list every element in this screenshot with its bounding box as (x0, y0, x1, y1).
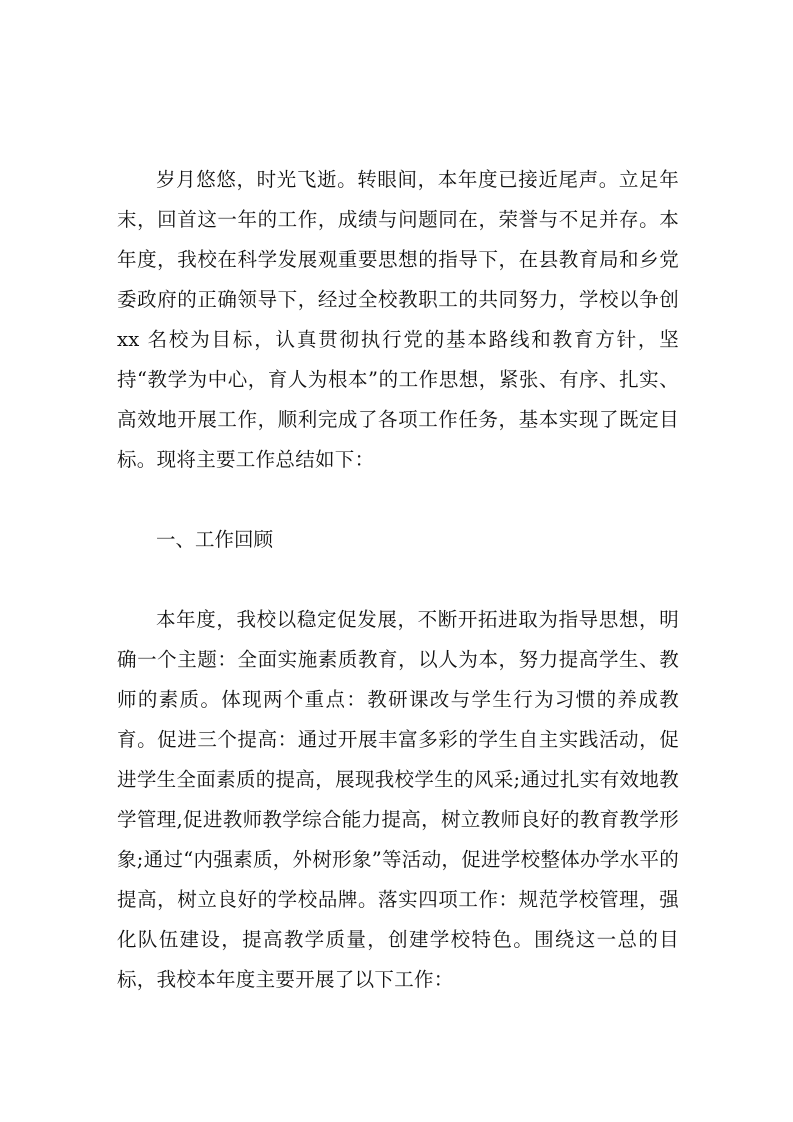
paragraph-spacer (117, 480, 679, 520)
paragraph-spacer (117, 560, 679, 600)
review-paragraph: 本年度，我校以稳定促发展，不断开拓进取为指导思想，明确一个主题：全面实施素质教育，以人为本，努力提高学生、教师的素质。体现两个重点：教研课改与学生行为习惯的养成教育。促进三个提高：通过开展丰富多彩的学生自主实践活动，促进学生全面素质的提高，展现我校学生的风采;通过扎实有效地教学管理,促进教师教学综合能力提高，树立教师良好的教育教学形象;通过“内强素质，外树形象”等活动，促进学校整体办学水平的提高，树立良好的学校品牌。落实四项工作：规范学校管理，强化队伍建设，提高教学质量，创建学校特色。围绕这一总的目标，我校本年度主要开展了以下工作： (117, 608, 680, 991)
section-heading: 一、工作回顾 (156, 528, 274, 551)
intro-paragraph: 岁月悠悠，时光飞逝。转眼间，本年度已接近尾声。立足年末，回首这一年的工作，成绩与问题同在，荣誉与不足并存。本年度，我校在科学发展观重要思想的指导下，在县教育局和乡党委政府的正确领导下，经过全校教职工的共同努力，学校以争创 xx 名校为目标，认真贯彻执行党的基本路线和教育方针，坚持“教学为中心，育人为根本”的工作思想，紧张、有序、扎实、高效地开展工作，顺利完成了各项工作任务，基本实现了既定目标。现将主要工作总结如下： (117, 168, 679, 471)
document-page (117, 160, 679, 1000)
